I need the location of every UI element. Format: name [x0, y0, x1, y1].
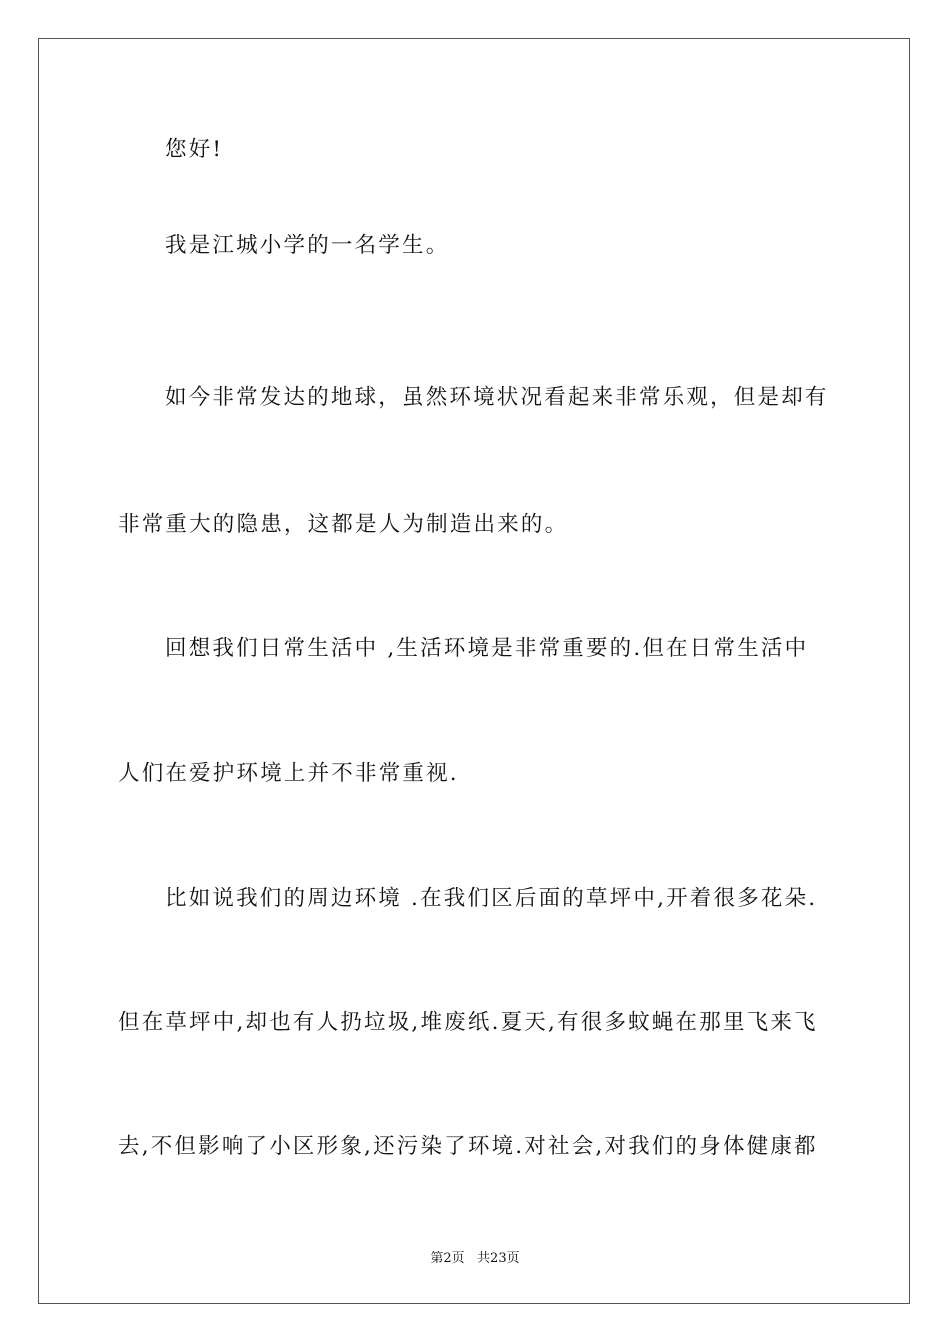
paragraph-line: 去,不但影响了小区形象,还污染了环境.对社会,对我们的身体健康都 — [118, 1134, 818, 1159]
paragraph-line: 非常重大的隐患，这都是人为制造出来的。 — [118, 512, 569, 537]
paragraph-line: 我是江城小学的一名学生。 — [165, 233, 450, 258]
greeting-line: 您好! — [165, 137, 224, 162]
page-border — [38, 38, 910, 1304]
paragraph-line: 如今非常发达的地球，虽然环境状况看起来非常乐观，但是却有 — [165, 385, 829, 410]
paragraph-line: 回想我们日常生活中 ,生活环境是非常重要的.但在日常生活中 — [165, 636, 809, 661]
paragraph-line: 比如说我们的周边环境 .在我们区后面的草坪中,开着很多花朵. — [165, 886, 818, 911]
paragraph-line: 但在草坪中,却也有人扔垃圾,堆废纸.夏天,有很多蚊蝇在那里飞来飞 — [118, 1010, 818, 1035]
page-number-footer: 第2页 共23页 — [430, 1251, 520, 1266]
paragraph-line: 人们在爱护环境上并不非常重视. — [118, 761, 459, 786]
